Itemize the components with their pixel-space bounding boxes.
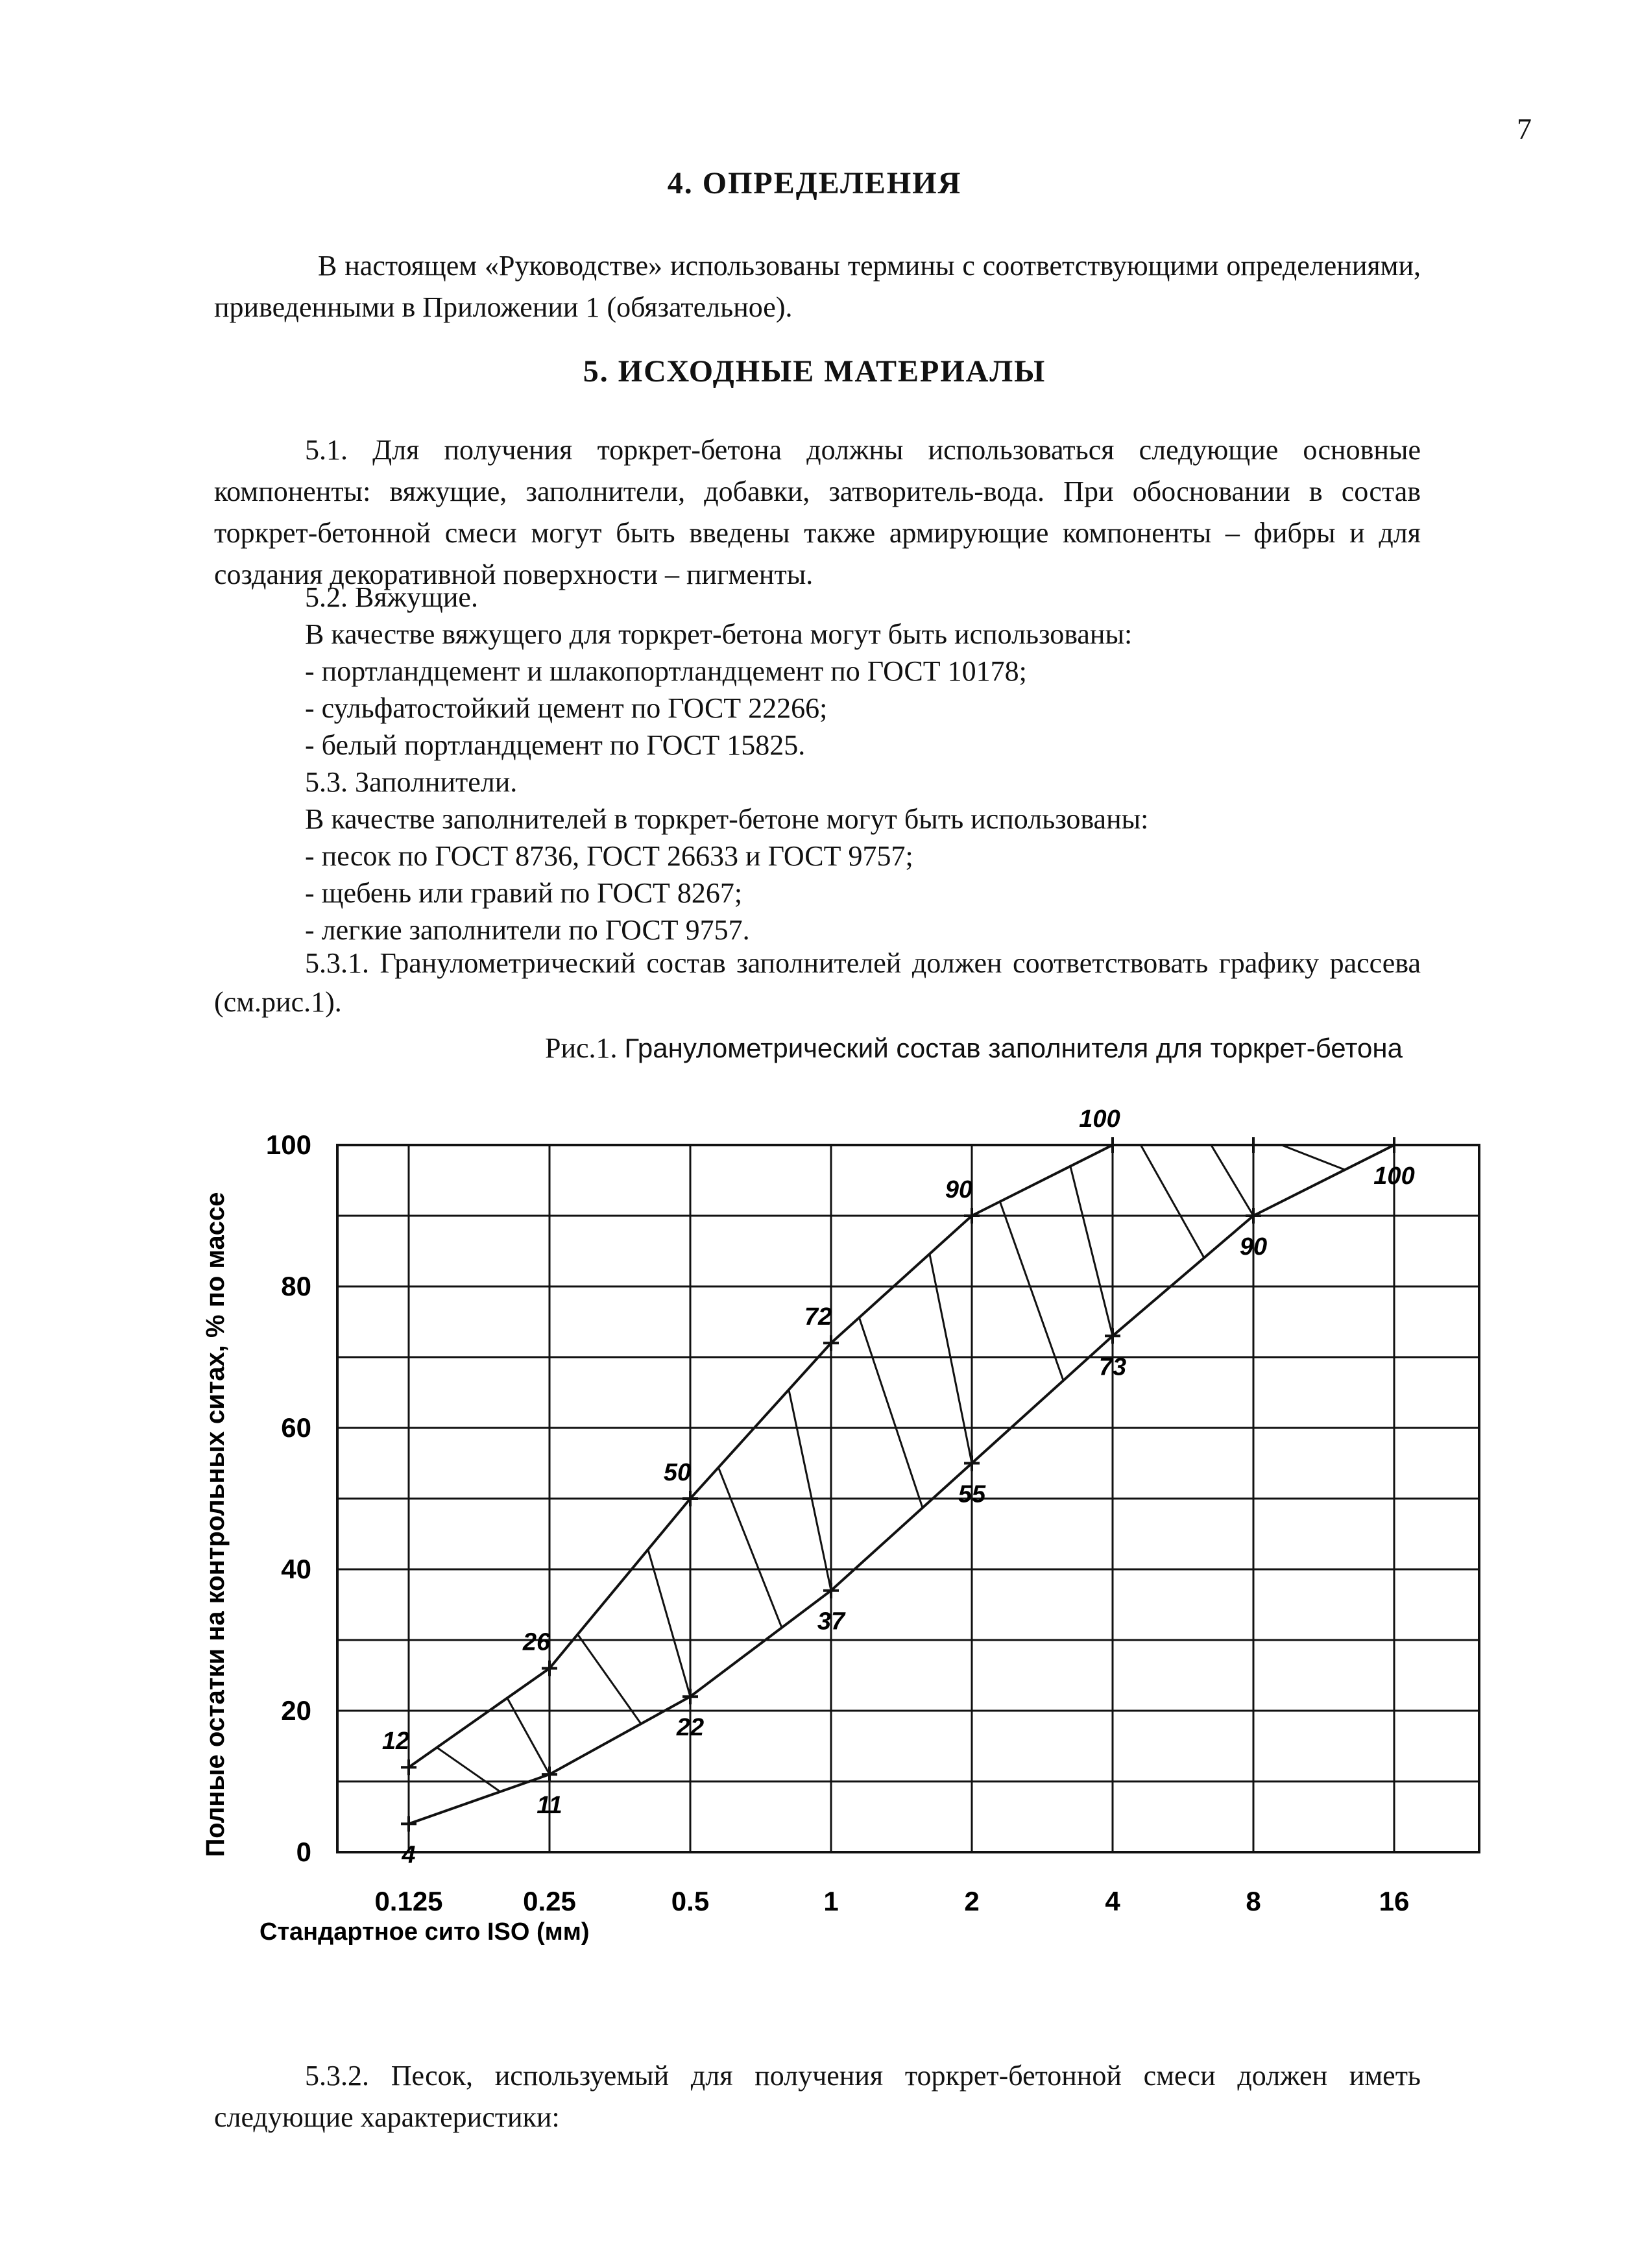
data-label: 26 [522, 1628, 551, 1656]
data-label: 100 [1079, 1105, 1120, 1133]
data-label: 11 [537, 1792, 562, 1820]
x-tick-label: 4 [1105, 1886, 1120, 1916]
x-tick-label: 0.125 [374, 1886, 443, 1916]
data-label: 55 [958, 1480, 986, 1508]
y-tick-label: 100 [265, 1129, 311, 1160]
y-tick-label: 0 [296, 1837, 311, 1867]
x-tick-label: 1 [823, 1886, 839, 1916]
x-tick-label: 8 [1246, 1886, 1261, 1916]
chart-grid [337, 1145, 1479, 1852]
list-item: - песок по ГОСТ 8736, ГОСТ 26633 и ГОСТ 9757; [305, 840, 913, 872]
paragraph-5-1: 5.1. Для получения торкрет-бетона должны использоваться следующие основные компоненты: вяжущие, заполнители, добавки, затворитель-вода. При обосновании в состав торкрет-бетонной смеси могут быть введены также армирующие компоненты – фибры и для создания декоративной поверхности – пигменты. [214, 434, 1421, 590]
x-tick-label: 2 [964, 1886, 980, 1916]
paragraph-5-2-intro: В качестве вяжущего для торкрет-бетона могут быть использованы: [305, 618, 1133, 650]
figure-caption-prefix: Рис.1. [545, 1032, 618, 1064]
x-axis-label: Стандартное сито ISO (мм) [259, 1918, 590, 1946]
y-axis-label: Полные остатки на контрольных ситах, % по массе [201, 1192, 230, 1857]
y-tick-label: 60 [281, 1412, 311, 1443]
list-item: - щебень или гравий по ГОСТ 8267; [305, 877, 743, 909]
y-tick-label: 80 [281, 1271, 311, 1301]
page-number: 7 [1517, 112, 1532, 145]
data-label: 12 [381, 1728, 410, 1755]
data-label: 22 [676, 1714, 705, 1742]
paragraph-5-3-intro: В качестве заполнителей в торкрет-бетоне могут быть использованы: [305, 803, 1149, 835]
list-item: - легкие заполнители по ГОСТ 9757. [305, 914, 750, 946]
data-label: 72 [804, 1303, 832, 1331]
figure-caption-text: Гранулометрический состав заполнителя для торкрет-бетона [624, 1033, 1403, 1063]
y-tick-label: 40 [281, 1554, 311, 1584]
hatch-line [1211, 1145, 1253, 1216]
x-tick-label: 16 [1379, 1886, 1410, 1916]
hatch-line [1070, 1166, 1113, 1336]
y-tick-label: 20 [281, 1695, 311, 1726]
paragraph-5-3-2: 5.3.2. Песок, используемый для получения торкрет-бетонной смеси должен иметь следующие характеристики: [214, 2060, 1421, 2133]
data-label: 37 [817, 1608, 845, 1635]
section-4-title: 4. ОПРЕДЕЛЕНИЯ [667, 166, 962, 200]
grain-size-chart [188, 1103, 1486, 1972]
list-item: - портландцемент и шлакопортландцемент по ГОСТ 10178; [305, 655, 1027, 687]
hatch-line [1000, 1201, 1063, 1381]
paragraph-5-2-title: 5.2. Вяжущие. [305, 581, 478, 613]
hatch-line [437, 1748, 500, 1792]
data-label: 73 [1098, 1353, 1127, 1381]
section-4-text: В настоящем «Руководстве» использованы термины с соответствующими определениями, приведенными в Приложении 1 (обязательное). [214, 250, 1421, 323]
x-tick-label: 0.5 [671, 1886, 710, 1916]
hatch-line [648, 1549, 690, 1696]
hatch-line [859, 1318, 923, 1508]
data-label: 100 [1373, 1163, 1415, 1190]
data-label: 90 [945, 1176, 973, 1203]
hatch-line [789, 1390, 831, 1591]
figure-caption [545, 1031, 1403, 1065]
data-label: 50 [663, 1459, 692, 1486]
hatch-line [1140, 1145, 1204, 1258]
section-5-title: 5. ИСХОДНЫЕ МАТЕРИАЛЫ [583, 354, 1046, 389]
hatch-line [718, 1467, 782, 1628]
hatch-line [507, 1698, 549, 1774]
hatch-line [930, 1254, 972, 1464]
x-tick-label: 0.25 [523, 1886, 576, 1916]
data-label: 90 [1239, 1233, 1268, 1261]
paragraph-5-3-1: 5.3.1. Гранулометрический состав заполнителей должен соответствовать графику рассева (см.рис.1). [214, 947, 1421, 1018]
list-item: - белый портландцемент по ГОСТ 15825. [305, 729, 806, 761]
chart-labels [266, 1105, 1415, 1916]
paragraph-5-3-title: 5.3. Заполнители. [305, 766, 518, 798]
data-label: 4 [402, 1841, 416, 1869]
hatch-line [1281, 1145, 1345, 1170]
list-item: - сульфатостойкий цемент по ГОСТ 22266; [305, 692, 828, 724]
